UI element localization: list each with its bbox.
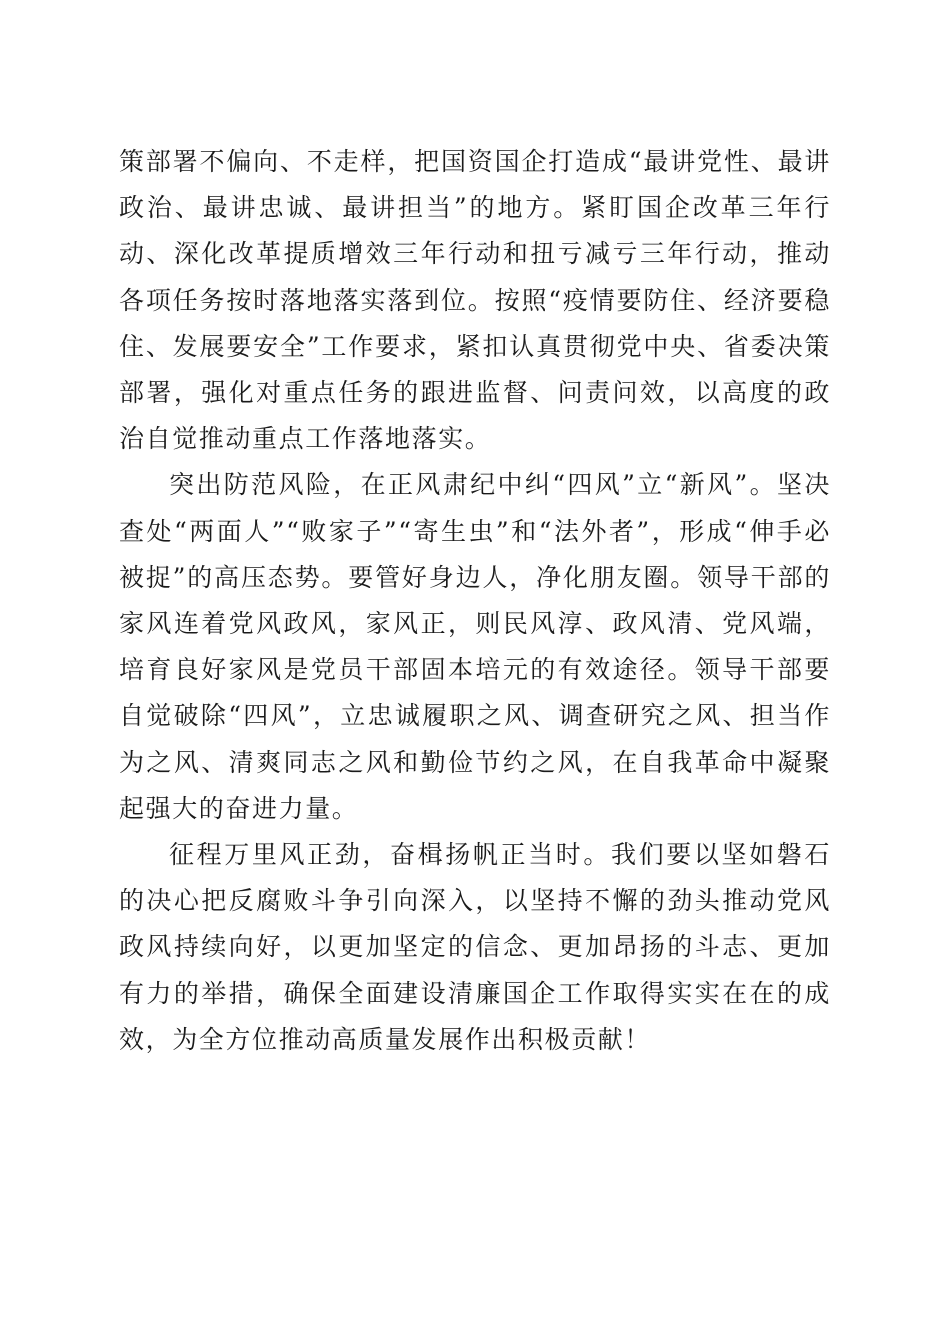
paragraph-prevent-risks: 突出防范风险，在正风肃纪中纠“四风”立“新风”。坚决查处“两面人”“败家子”“寄生虫”和“法外者”，形成“伸手必被捉”的高压态势。要管好身边人，净化朋友圈。领导干部的家风连着党风政风，家风正，则民风淳、政风清、党风端，培育良好家风是党员干部固本培元的有效途径。领导干部要自觉破除“四风”，立忠诚履职之风、调查研究之风、担当作为之风、清爽同志之风和勤俭节约之风，在自我革命中凝聚起强大的奋进力量。: [119, 470, 831, 823]
paragraph-continuation: 策部署不偏向、不走样，把国资国企打造成“最讲党性、最讲政治、最讲忠诚、最讲担当”的地方。紧盯国企改革三年行动、深化改革提质增效三年行动和扭亏减亏三年行动，推动各项任务按时落地落实落到位。按照“疫情要防住、经济要稳住、发展要安全”工作要求，紧扣认真贯彻党中央、省委决策部署，强化对重点任务的跟进监督、问责问效，以高度的政治自觉推动重点工作落地落实。: [119, 147, 831, 454]
paragraph-conclusion: 征程万里风正劲，奋楫扬帆正当时。我们要以坚如磐石的决心把反腐败斗争引向深入，以坚持不懈的劲头推动党风政风持续向好，以更加坚定的信念、更加昂扬的斗志、更加有力的举措，确保全面建设清廉国企工作取得实实在在的成效，为全方位推动高质量发展作出积极贡献！: [119, 840, 831, 1054]
document-body: [119, 139, 831, 1063]
